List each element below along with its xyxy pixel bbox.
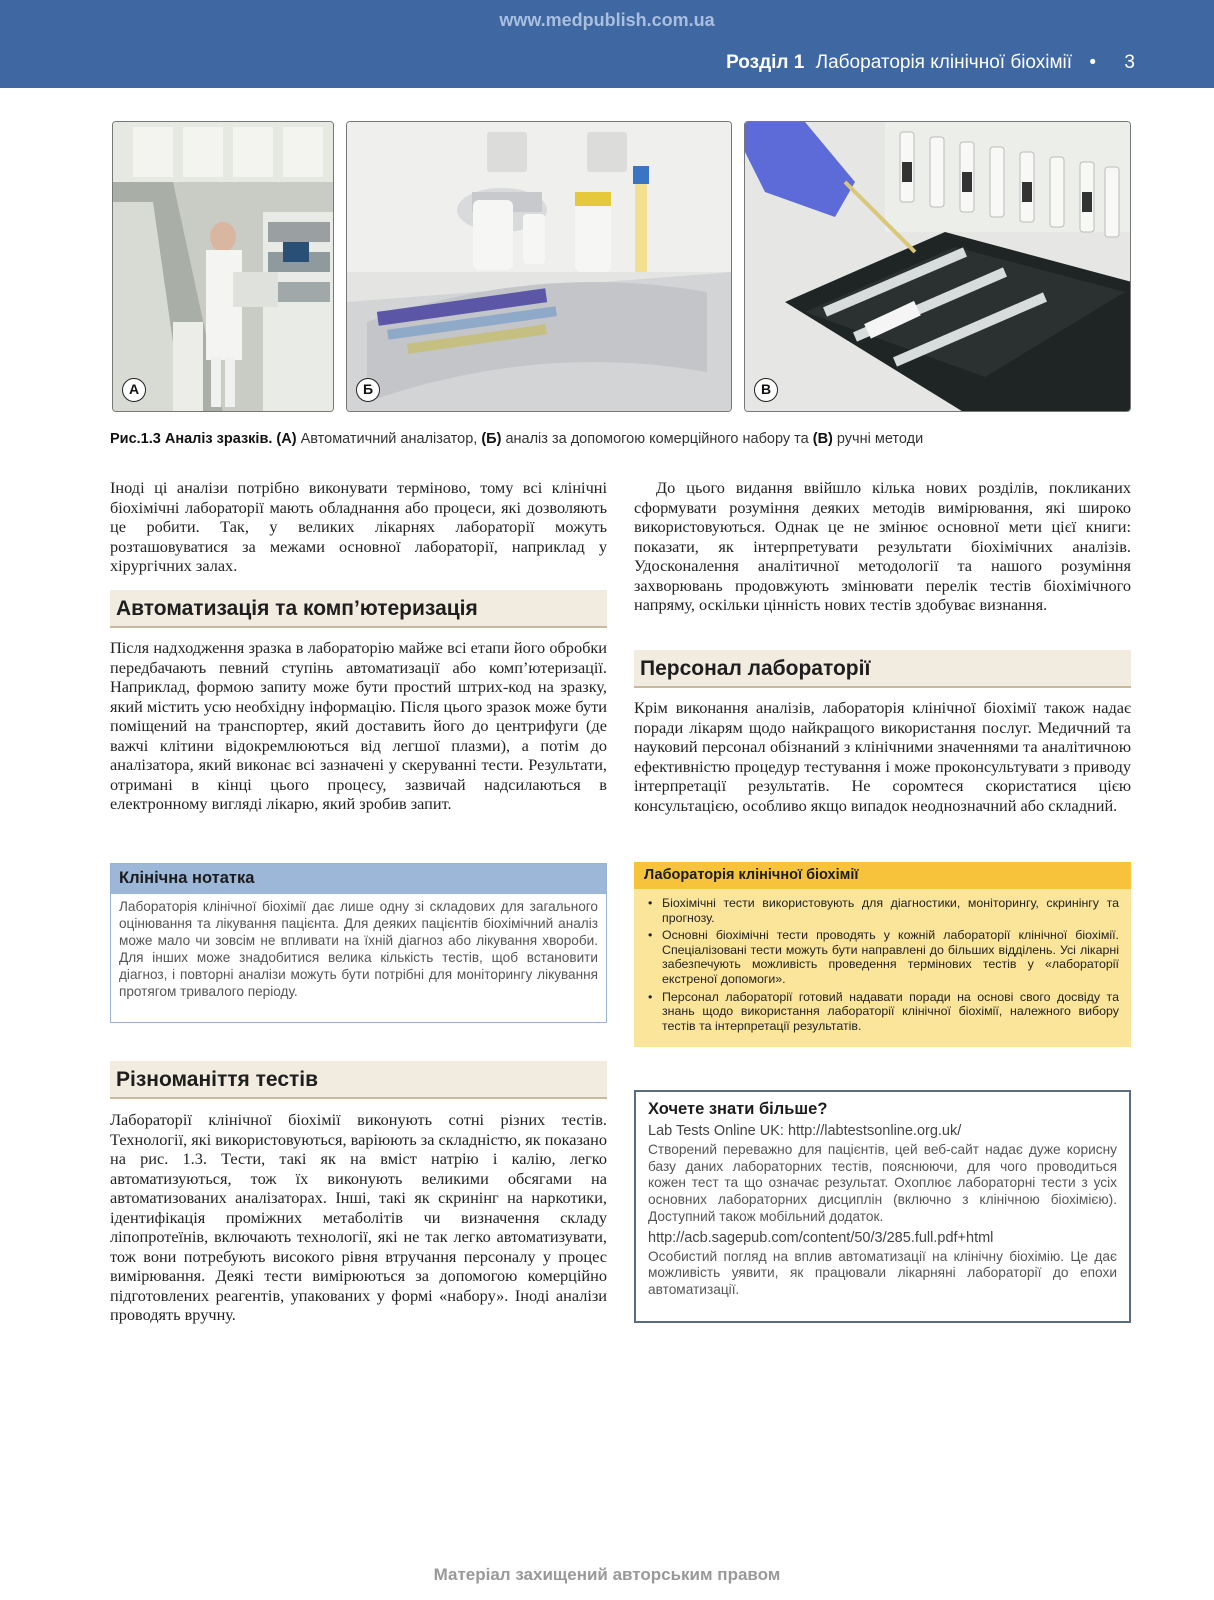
- summary-title: Лабораторія клінічної біохімії: [634, 862, 1131, 889]
- test-kit-photo: [347, 122, 732, 412]
- panel-label-c: В: [754, 378, 778, 402]
- manual-method-photo: [745, 122, 1131, 412]
- chapter-label: Розділ 1: [726, 52, 805, 73]
- caption-id: Рис.1.3: [110, 431, 161, 447]
- summary-item: • Біохімічні тести використовують для діагностики, моніторингу, скринінгу та прогнозу.: [648, 896, 1119, 925]
- figure-panel-b: [346, 121, 732, 412]
- page-number: 3: [1124, 52, 1135, 73]
- copyright-footer: Матеріал захищений авторським правом: [433, 1565, 781, 1584]
- caption-c-text: ручні методи: [836, 431, 924, 447]
- intro-paragraph: Іноді ці аналізи потрібно виконувати терміново, тому всі клінічні біохімічні лабораторії мають обладнання або процеси, які дозволяють це робити. Так, у великих лікарнях лабораторії можуть розташовуватися за межами основної лабораторії, наприклад у хірургічних залах.: [110, 478, 607, 575]
- clinical-note-title: Клінічна нотатка: [111, 864, 606, 894]
- figure-panel-c: [744, 121, 1131, 412]
- caption-a-mark: (А): [276, 431, 297, 447]
- lab-automation-photo: [113, 122, 334, 412]
- caption-c-mark: (В): [812, 431, 833, 447]
- chapter-title: Лабораторія клінічної біохімії: [815, 52, 1073, 73]
- caption-b-mark: (Б): [481, 431, 502, 447]
- clinical-note-box: [110, 863, 607, 1023]
- summary-item: • Персонал лабораторії готовий надавати поради на основі свого досвіду та знань щодо використання лабораторії клінічної біохімії, належного вибору тестів та інтерпретації результатів.: [648, 990, 1119, 1034]
- resource-description-sagepub: Особистий погляд на вплив автоматизації на клінічну біохімію. Це дає можливість уявити, як працювали лікарняні лабораторії до епохи автоматизації.: [648, 1248, 1117, 1297]
- section-heading-diversity: Різноманіття тестів: [110, 1061, 607, 1099]
- panel-label-b: Б: [356, 378, 380, 402]
- know-more-box: [634, 1090, 1131, 1323]
- caption-title: Аналіз зразків.: [164, 431, 273, 447]
- summary-list: [634, 889, 1131, 1033]
- panel-label-a: А: [122, 378, 146, 402]
- diversity-paragraph: Лабораторії клінічної біохімії виконують сотні різних тестів. Технології, які використовуються, варіюють за складністю, як показано на рис. 1.3. Тести, такі як на вміст натрію і калію, легко автоматизуються, тож їх виконують великими обсягами на автоматизованих аналізаторах. Інші, такі як скринінг на наркотики, ідентифікація проміжних метаболітів чи визначення складу ліпопротеїнів, включають технології, які не так легко автоматизувати, тож вони потребують високого рівня втручання персоналу у процес вимірювання. Деякі тести вимірюються за допомогою комерційно підготовлених реагентів, упакованих у формі «набору». Іноді аналізи проводять вручну.: [110, 1110, 607, 1324]
- summary-box: [634, 862, 1131, 1047]
- caption-b-text: аналіз за допомогою комерційного набору та: [505, 431, 809, 447]
- summary-item: • Основні біохімічні тести проводять у кожній лабораторії клінічної біохімії. Спеціалізовані тести можуть бути направлені до більших відділень. Усі лікарні забезпечують можливість проведення термінових тестів у «лабораторії екстреної допомоги».: [648, 928, 1119, 986]
- clinical-note-text: Лабораторія клінічної біохімії дає лише одну зі складових для загального оцінювання та лікування пацієнта. Для деяких пацієнтів біохімічний аналіз може мало чи зовсім не впливати на їхній діагноз або лікування хвороби. Для інших може знадобитися велика кількість тестів, щоб встановити діагноз, і повторні аналізи можуть бути потрібні для моніторингу лікування протягом тривалого періоду.: [119, 899, 598, 999]
- figure-caption: [110, 431, 1130, 447]
- resource-link-labtests[interactable]: Lab Tests Online UK: http://labtestsonline.org.uk/: [648, 1123, 962, 1139]
- automation-paragraph: Після надходження зразка в лабораторію майже всі етапи його обробки передбачають певний ступінь автоматизації або комп’ютеризації. Наприклад, формою запиту може бути простий штрих-код на зразку, який містить усю необхідну інформацію. Після цього зразок може бути поміщений на транспортер, який доставить його до центрифуги (де важчі клітини відокремлюються від легшої плазми), а потім до аналізатора, який виконає всі зазначені у скеруванні тести. Результати, отримані в кінці цього процесу, зазвичай надсилаються в електронному вигляді лікарю, який зробив запит.: [110, 638, 607, 813]
- know-more-title: Хочете знати більше?: [648, 1100, 828, 1118]
- site-url: www.medpublish.com.ua: [499, 10, 715, 30]
- running-head: [726, 52, 1108, 74]
- caption-a-text: Автоматичний аналізатор,: [300, 431, 478, 447]
- staff-paragraph: Крім виконання аналізів, лабораторія клінічної біохімії також надає поради лікарям щодо найкращого використання послуг. Медичний та науковий персонал обізнаний з клінічними значеннями та аналітичною ефективністю процедур тестування і може проконсультувати з приводу інтерпретації результатів. Не соромтеся скористатися цією консультацією, особливо якщо випадок неоднозначний або складний.: [634, 698, 1131, 815]
- edition-paragraph: До цього видання ввійшло кілька нових розділів, покликаних сформувати розуміння деяких методів вимірювання, які широко використовуються. Однак це не змінює основної мети цієї книги: показати, як інтерпретувати результати біохімічних аналізів. Удосконалення аналітичної методології та нашого розуміння захворювань продовжують змінювати перелік тестів біохімічного напряму, оскільки цінність нових тестів здобуває визнання.: [634, 478, 1131, 614]
- section-heading-automation: Автоматизація та комп’ютеризація: [110, 590, 607, 628]
- resource-link-sagepub[interactable]: http://acb.sagepub.com/content/50/3/285.full.pdf+html: [648, 1229, 994, 1246]
- separator-dot: •: [1089, 52, 1096, 73]
- figure-panel-a: [112, 121, 334, 412]
- resource-description-labtests: Створений переважно для пацієнтів, цей веб-сайт надає дуже корисну базу даних лабораторних тестів, пояснюючи, для чого проводиться кожен тест та що означає результат. Охоплює лабораторні тести з усіх основних лабораторних дисциплін (включно з клінічною біохімією). Доступний також мобільний додаток.: [648, 1142, 1117, 1224]
- section-heading-staff: Персонал лабораторії: [634, 650, 1131, 688]
